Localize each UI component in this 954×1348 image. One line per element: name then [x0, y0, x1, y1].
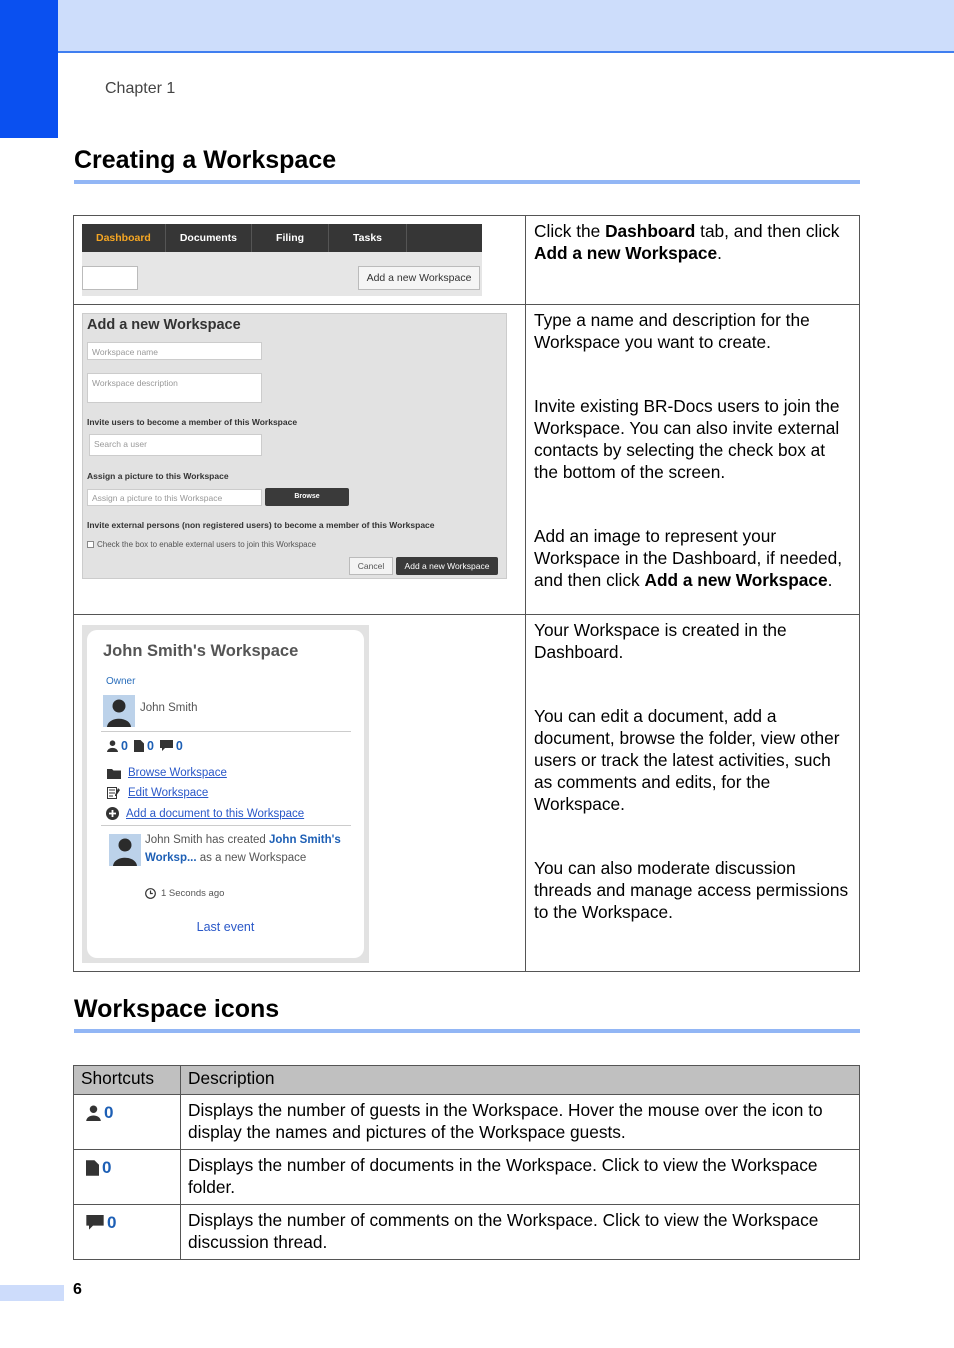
section-rule	[74, 1029, 860, 1033]
shortcut-cell	[74, 1150, 181, 1205]
comments-count: 0	[175, 739, 183, 753]
last-event-link[interactable]: Last event	[196, 920, 255, 934]
event-tail: as a new Workspace	[196, 851, 307, 864]
event-text	[145, 832, 345, 867]
table-row	[74, 1205, 860, 1260]
event-user: John Smith	[145, 834, 203, 846]
documents-count: 0	[146, 739, 154, 753]
tab-bar	[82, 224, 482, 252]
shortcut-cell	[74, 1095, 181, 1150]
divider	[101, 825, 351, 826]
step2-image-cell	[74, 305, 526, 615]
tab-dashboard[interactable]: Dashboard	[82, 224, 166, 252]
steps-table	[73, 215, 860, 972]
workspace-card	[87, 630, 364, 958]
description-cell: Displays the number of comments on the Workspace. Click to view the Workspace discussion thread.	[181, 1205, 860, 1260]
event-avatar	[109, 834, 141, 866]
picture-path-input[interactable]: Assign a picture to this Workspace	[87, 489, 262, 506]
tab-documents[interactable]: Documents	[166, 224, 252, 252]
documents-stat[interactable]	[134, 739, 154, 753]
guests-shortcut[interactable]	[86, 1102, 113, 1124]
shortcut-value: 0	[104, 1103, 114, 1122]
external-users-checkbox[interactable]	[87, 541, 94, 548]
shortcut-cell	[74, 1205, 181, 1260]
header-band	[58, 0, 954, 53]
shortcut-value: 0	[107, 1213, 117, 1232]
step3-paragraph-1: Your Workspace is created in the Dashboard.	[534, 620, 787, 662]
event-time	[145, 888, 224, 899]
section-rule	[74, 180, 860, 184]
checkbox-label: Check the box to enable external users to join this Workspace	[97, 540, 317, 549]
document-icon	[86, 1160, 99, 1176]
step1-text	[526, 216, 860, 305]
external-users-checkbox-row	[87, 540, 316, 549]
table-row	[74, 1095, 860, 1150]
chapter-label: Chapter 1	[105, 80, 176, 97]
edit-icon	[107, 787, 121, 799]
step1-paragraph: Click the Dashboard tab, and then click Add a new Workspace.	[534, 221, 840, 263]
workspace-name-input[interactable]: Workspace name	[87, 342, 262, 360]
clock-icon	[145, 888, 156, 899]
add-workspace-button[interactable]: Add a new Workspace	[358, 266, 480, 290]
comments-stat[interactable]	[160, 739, 183, 753]
table-row	[74, 1150, 860, 1205]
footer-tab	[0, 1285, 64, 1301]
event-action: has created	[202, 834, 270, 846]
workspace-stats	[107, 739, 183, 753]
divider	[101, 731, 351, 732]
document-icon	[134, 740, 144, 752]
workspace-card-screenshot	[82, 625, 369, 963]
workspace-title: John Smith's Workspace	[103, 642, 299, 660]
dashboard-screenshot	[82, 224, 482, 296]
comment-icon	[86, 1215, 104, 1231]
owner-name: John Smith	[140, 702, 198, 714]
tab-tasks[interactable]: Tasks	[329, 224, 407, 252]
icons-table	[73, 1065, 860, 1260]
tab-filing[interactable]: Filing	[252, 224, 329, 252]
invite-users-label: Invite users to become a member of this Workspace	[87, 417, 298, 427]
header-shortcuts: Shortcuts	[74, 1066, 181, 1095]
page-number: 6	[73, 1281, 82, 1298]
step3-paragraph-2: You can edit a document, add a document, browse the folder, view other users or track the latest activities, such as comments and edits, for the Workspace.	[534, 706, 840, 814]
step3-image-cell	[74, 615, 526, 972]
step2-paragraph-1: Type a name and description for the Workspace you want to create.	[534, 310, 810, 352]
step3-text	[526, 615, 860, 972]
edit-workspace-link[interactable]: Edit Workspace	[128, 787, 209, 799]
comment-icon	[160, 740, 173, 752]
step2-paragraph-2: Invite existing BR-Docs users to join the Workspace. You can also invite external contacts by selecting the check box at the bottom of the screen.	[534, 396, 840, 482]
guests-stat[interactable]	[107, 739, 128, 753]
guests-count: 0	[121, 739, 128, 753]
step3-paragraph-3: You can also moderate discussion threads and manage access permissions to the Workspace.	[534, 858, 849, 922]
description-cell: Displays the number of guests in the Workspace. Hover the mouse over the icon to display the names and pictures of the Workspace guests.	[181, 1095, 860, 1150]
owner-avatar	[103, 695, 135, 727]
step2-text	[526, 305, 860, 615]
owner-label: Owner	[106, 676, 136, 687]
chapter-tab	[0, 0, 58, 138]
event-time-text: 1 Seconds ago	[161, 888, 225, 899]
add-document-link[interactable]: Add a document to this Workspace	[126, 807, 305, 820]
plus-circle-icon	[106, 807, 119, 820]
filter-input[interactable]	[82, 266, 138, 290]
user-icon	[86, 1105, 101, 1121]
cancel-button[interactable]: Cancel	[349, 557, 393, 575]
browse-workspace-link[interactable]: Browse Workspace	[128, 767, 227, 779]
workspace-description-input[interactable]: Workspace description	[87, 373, 262, 403]
form-title: Add a new Workspace	[87, 317, 241, 333]
browse-button[interactable]: Browse	[265, 488, 349, 506]
step1-image-cell	[74, 216, 526, 305]
search-user-input[interactable]: Search a user	[89, 434, 262, 456]
description-cell: Displays the number of documents in the Workspace. Click to view the Workspace folder.	[181, 1150, 860, 1205]
add-doc-row	[106, 807, 304, 820]
documents-shortcut[interactable]	[86, 1157, 111, 1179]
shortcut-value: 0	[102, 1158, 112, 1177]
browse-row	[107, 767, 227, 779]
folder-icon	[107, 768, 121, 779]
step2-paragraph-3: Add an image to represent your Workspace in the Dashboard, if needed, and then click Add a new Workspace.	[534, 526, 843, 590]
section-title-creating: Creating a Workspace	[74, 146, 337, 174]
add-workspace-form-screenshot	[82, 313, 507, 579]
header-description: Description	[181, 1066, 860, 1095]
event-target[interactable]: John Smith's Worksp...	[145, 834, 341, 864]
edit-row	[107, 787, 208, 799]
section-title-icons: Workspace icons	[74, 995, 280, 1023]
invite-external-label: Invite external persons (non registered users) to become a member of this Workspace	[87, 520, 435, 530]
submit-add-workspace-button[interactable]: Add a new Workspace	[396, 557, 498, 575]
comments-shortcut[interactable]	[86, 1212, 116, 1234]
user-icon	[107, 740, 118, 752]
assign-picture-label: Assign a picture to this Workspace	[87, 471, 229, 481]
